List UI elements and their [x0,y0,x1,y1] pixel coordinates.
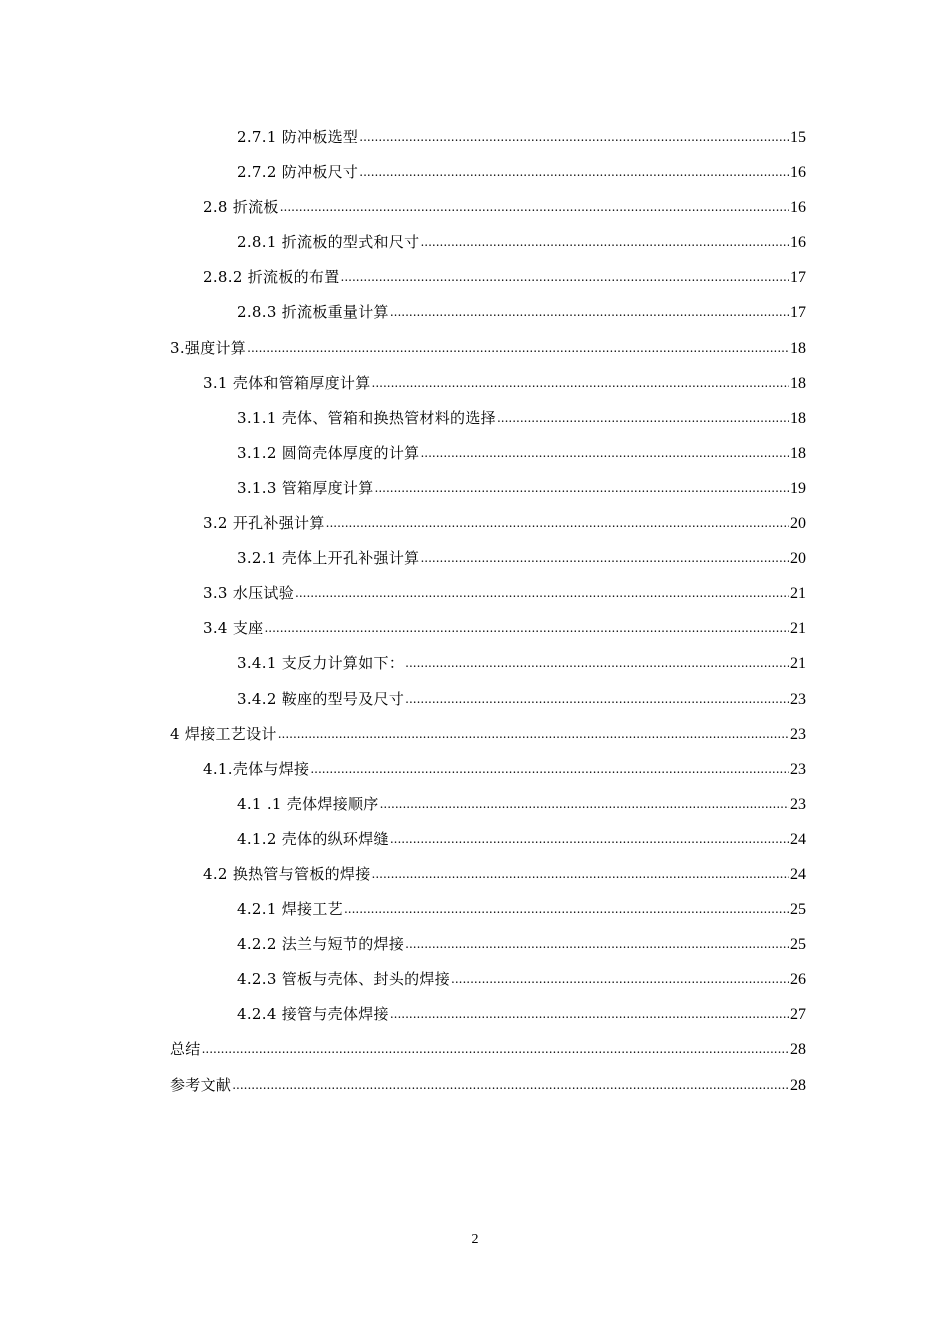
toc-entry[interactable] [170,997,806,1032]
toc-entry[interactable] [170,401,806,436]
toc-entry-label: 3.1.3 管箱厚度计算 [237,471,375,506]
toc-entry-page: 18 [790,374,806,392]
toc-entry[interactable] [170,752,806,787]
toc-entry-label: 3.1.1 壳体、管箱和换热管材料的选择 [237,401,497,436]
toc-dot-leader [390,295,789,330]
toc-entry-page: 17 [790,304,806,322]
toc-dot-leader [295,576,789,611]
toc-entry[interactable] [170,717,806,752]
toc-entry-page: 19 [790,479,806,497]
toc-dot-leader [390,822,789,857]
toc-entry-label: 3.2.1 壳体上开孔补强计算 [237,541,420,576]
toc-entry[interactable] [170,787,806,822]
toc-dot-leader [280,190,789,225]
toc-entry-page: 27 [790,1006,806,1024]
toc-entry[interactable] [170,506,806,541]
toc-entry[interactable] [170,1032,806,1067]
toc-dot-leader [202,1032,789,1067]
toc-entry[interactable] [170,611,806,646]
toc-entry[interactable] [170,646,806,681]
toc-dot-leader [247,331,789,366]
toc-entry-page: 18 [790,339,806,357]
toc-entry-page: 23 [790,725,806,743]
toc-entry-label: 2.7.1 防冲板选型 [237,120,359,155]
toc-dot-leader [420,541,789,576]
toc-entry[interactable] [170,541,806,576]
toc-dot-leader [278,717,789,752]
toc-entry[interactable] [170,927,806,962]
toc-entry-page: 18 [790,409,806,427]
toc-entry-label: 2.7.2 防冲板尺寸 [237,155,359,190]
toc-entry-label: 3.1 壳体和管箱厚度计算 [203,366,372,401]
toc-entry[interactable] [170,1068,806,1103]
toc-dot-leader [405,682,789,717]
toc-entry[interactable] [170,857,806,892]
toc-entry-label: 4.1 .1 壳体焊接顺序 [237,787,380,822]
toc-entry-label: 4.1.壳体与焊接 [203,752,310,787]
toc-entry[interactable] [170,155,806,190]
toc-entry-label: 3.1.2 圆筒壳体厚度的计算 [237,436,420,471]
toc-entry-label: 4.2 换热管与管板的焊接 [203,857,372,892]
toc-dot-leader [372,857,789,892]
toc-entry-page: 28 [790,1076,806,1094]
toc-entry-label: 4.2.2 法兰与短节的焊接 [237,927,405,962]
toc-dot-leader [405,646,789,681]
toc-entry-label: 参考文献 [170,1068,232,1103]
toc-dot-leader [310,752,789,787]
toc-entry-label: 3.4.2 鞍座的型号及尺寸 [237,682,405,717]
toc-entry-label: 3.强度计算 [170,331,247,366]
toc-entry-page: 17 [790,269,806,287]
toc-dot-leader [380,787,789,822]
toc-entry-page: 18 [790,444,806,462]
toc-dot-leader [264,611,789,646]
toc-entry[interactable] [170,331,806,366]
toc-entry-label: 3.3 水压试验 [203,576,295,611]
toc-entry-label: 3.4 支座 [203,611,264,646]
toc-dot-leader [451,962,789,997]
toc-dot-leader [390,997,789,1032]
toc-entry-page: 25 [790,936,806,954]
toc-entry-page: 23 [790,760,806,778]
toc-entry[interactable] [170,225,806,260]
toc-entry-label: 4.2.4 接管与壳体焊接 [237,997,390,1032]
toc-entry-page: 24 [790,830,806,848]
toc-entry[interactable] [170,576,806,611]
toc-dot-leader [497,401,789,436]
toc-entry-label: 4.2.3 管板与壳体、封头的焊接 [237,962,451,997]
toc-entry-label: 4.1.2 壳体的纵环焊缝 [237,822,390,857]
toc-entry[interactable] [170,120,806,155]
toc-entry-label: 2.8.2 折流板的布置 [203,260,341,295]
toc-entry-page: 21 [790,585,806,603]
toc-entry-page: 24 [790,865,806,883]
toc-entry-page: 28 [790,1041,806,1059]
toc-entry-label: 3.4.1 支反力计算如下： [237,646,405,681]
toc-entry-page: 16 [790,164,806,182]
toc-entry-page: 23 [790,795,806,813]
toc-entry[interactable] [170,260,806,295]
toc-entry-page: 23 [790,690,806,708]
toc-entry[interactable] [170,822,806,857]
toc-entry-label: 4 焊接工艺设计 [170,717,278,752]
toc-dot-leader [359,120,789,155]
toc-entry-page: 26 [790,971,806,989]
toc-entry[interactable] [170,892,806,927]
page-number: 2 [471,1232,479,1247]
toc-entry-page: 21 [790,655,806,673]
toc-entry[interactable] [170,190,806,225]
toc-dot-leader [232,1068,789,1103]
toc-entry-label: 总结 [170,1032,202,1067]
toc-entry[interactable] [170,295,806,330]
toc-dot-leader [344,892,789,927]
toc-entry-page: 21 [790,620,806,638]
toc-entry-label: 2.8.1 折流板的型式和尺寸 [237,225,420,260]
toc-entry-page: 15 [790,129,806,146]
toc-entry-label: 2.8 折流板 [203,190,280,225]
toc-dot-leader [326,506,789,541]
toc-entry-label: 4.2.1 焊接工艺 [237,892,344,927]
toc-entry-label: 2.8.3 折流板重量计算 [237,295,390,330]
toc-entry[interactable] [170,436,806,471]
toc-dot-leader [375,471,789,506]
toc-dot-leader [341,260,789,295]
toc-entry-page: 16 [790,234,806,252]
table-of-contents [170,120,806,1103]
toc-entry-page: 25 [790,901,806,919]
toc-dot-leader [420,436,789,471]
toc-entry-label: 3.2 开孔补强计算 [203,506,326,541]
toc-entry-page: 20 [790,550,806,568]
toc-entry[interactable] [170,962,806,997]
toc-entry-page: 16 [790,199,806,217]
toc-entry-page: 20 [790,515,806,533]
toc-dot-leader [372,366,789,401]
toc-dot-leader [420,225,789,260]
toc-entry[interactable] [170,366,806,401]
toc-dot-leader [359,155,789,190]
toc-entry[interactable] [170,682,806,717]
toc-entry[interactable] [170,471,806,506]
toc-dot-leader [405,927,789,962]
